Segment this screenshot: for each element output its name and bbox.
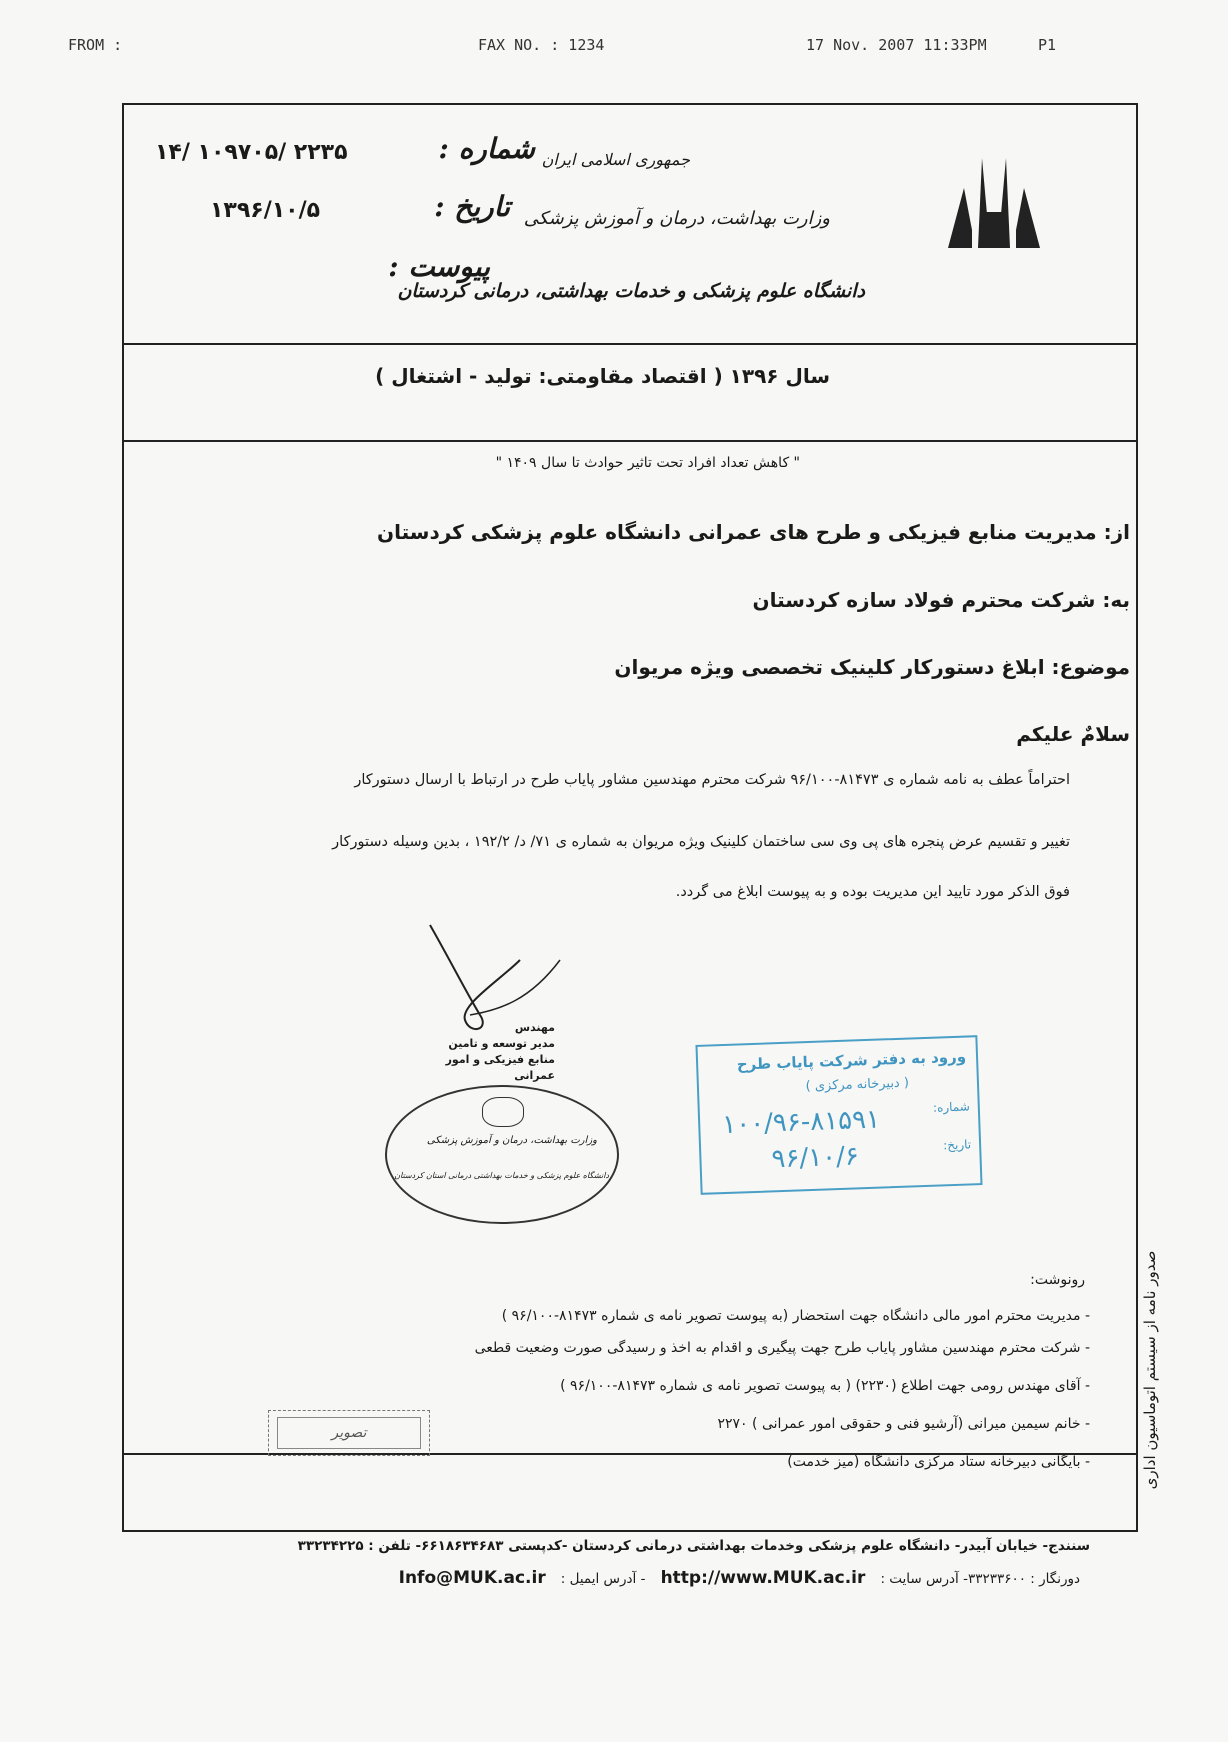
letter-greeting: سلامٌ علیکم <box>1016 722 1130 746</box>
letter-attachment-label: پیوست : <box>388 250 490 283</box>
side-note-text: صدور نامه از سیستم اتوماسیون اداری <box>1141 1250 1159 1490</box>
stamp-title: ورود به دفتر شرکت پایاب طرح <box>736 1047 967 1074</box>
side-note <box>1135 1210 1165 1530</box>
divider-top <box>124 343 1136 345</box>
letter-number: ۱۴/ ۱۰۹۷۰۵/ ۲۲۳۵ <box>155 140 348 165</box>
cc-item-2: - شرکت محترم مهندسین مشاور پایاب طرح جهت پیگیری و اقدام به اخذ و رسیدگی صورت وضعیت قطعی <box>474 1340 1090 1356</box>
letterhead-university: دانشگاه علوم پزشکی و خدمات بهداشتی، درمانی کردستان <box>397 280 865 302</box>
copy-stamp <box>268 1410 430 1456</box>
copy-stamp-text: تصویر <box>277 1417 421 1449</box>
year-slogan: سال ۱۳۹۶ ( اقتصاد مقاومتی: تولید - اشتغال ) <box>375 364 830 388</box>
signature-block <box>405 1020 555 1084</box>
footer-email-label: - آدرس ایمیل : <box>560 1571 646 1587</box>
divider-slogan <box>124 440 1136 442</box>
stamp-date-label: تاریخ: <box>942 1137 972 1153</box>
letterhead-ministry: وزارت بهداشت، درمان و آموزش پزشکی <box>523 208 830 229</box>
footer-website[interactable]: http://www.MUK.ac.ir <box>660 1568 866 1588</box>
seal-emblem-icon <box>482 1097 524 1127</box>
letterhead-republic: جمهوری اسلامی ایران <box>541 150 690 169</box>
letter-to: به: شرکت محترم فولاد سازه کردستان <box>752 588 1130 612</box>
sub-slogan: " کاهش تعداد افراد تحت تاثیر حوادث تا سال ۱۴۰۹ " <box>495 455 800 471</box>
letter-body-line-2: تغییر و تقسیم عرض پنجره های پی وی سی ساختمان کلینیک ویژه مریوان به شماره ی ۷۱/ د/ ۱۹۲/۲ ، بدین وسیله دستورکار <box>332 834 1070 850</box>
seal-line-1: وزارت بهداشت، درمان و آموزش پزشکی <box>426 1135 597 1146</box>
cc-item-5: - بایگانی دبیرخانه ستاد مرکزی دانشگاه (میز خدمت) <box>787 1454 1090 1470</box>
stamp-subtitle: ( دبیرخانه مرکزی ) <box>805 1075 910 1095</box>
stamp-number-value: ۱۰۰/۹۶-۸۱۵۹۱ <box>721 1104 881 1141</box>
signature-line-2: مدیر توسعه و تامین <box>448 1037 555 1050</box>
letter-date: ۱۳۹۶/۱۰/۵ <box>210 198 321 223</box>
letter-date-label: تاریخ : <box>434 190 510 223</box>
letter-from: از: مدیریت منابع فیزیکی و طرح های عمرانی دانشگاه علوم پزشکی کردستان <box>377 520 1130 544</box>
signature-line-3: منابع فیزیکی و امور عمرانی <box>445 1053 555 1082</box>
footer-contact-row <box>200 1568 1080 1594</box>
cc-title: رونوشت: <box>1030 1272 1085 1288</box>
letter-body-line-3: فوق الذکر مورد تایید این مدیریت بوده و به پیوست ابلاغ می گردد. <box>675 884 1070 900</box>
footer-email[interactable]: Info@MUK.ac.ir <box>398 1568 546 1588</box>
seal-line-2: دانشگاه علوم پزشکی و خدمات بهداشتی درمانی استان کردستان <box>394 1171 609 1180</box>
letter-subject: موضوع: ابلاغ دستورکار کلینیک تخصصی ویژه مریوان <box>614 655 1130 679</box>
fax-page: P1 <box>1038 36 1057 54</box>
fax-datetime: 17 Nov. 2007 11:33PM <box>806 36 987 54</box>
received-stamp <box>695 1035 982 1195</box>
stamp-date-value: ۹۶/۱۰/۶ <box>770 1141 860 1175</box>
official-seal <box>385 1085 619 1224</box>
footer-address: سنندج- خیابان آبیدر- دانشگاه علوم پزشکی وخدمات بهداشتی درمانی کردستان -کدپستی ۶۶۱۸۶۳۴۶۸۳- تلفن : ۳۳۲۳۴۲۲۵ <box>297 1538 1090 1554</box>
footer-fax: دورنگار : ۳۳۲۳۳۶۰۰- آدرس سایت : <box>880 1571 1080 1587</box>
university-logo-icon <box>942 150 1046 254</box>
cc-item-3: - آقای مهندس رومی جهت اطلاع (۲۲۳۰) ( به پیوست تصویر نامه ی شماره ۸۱۴۷۳-۹۶/۱۰۰ ) <box>560 1378 1090 1394</box>
university-logo <box>942 150 1046 254</box>
cc-item-4: - خانم سیمین میرانی (آرشیو فنی و حقوقی امور عمرانی ) ۲۲۷۰ <box>717 1416 1090 1432</box>
letter-body-line-1: احتراماً عطف به نامه شماره ی ۸۱۴۷۳-۹۶/۱۰۰ شرکت محترم مهندسین مشاور پایاب طرح در ارتباط با ارسال دستورکار <box>354 772 1070 788</box>
fax-number: FAX NO. : 1234 <box>478 36 605 54</box>
cc-item-1: - مدیریت محترم امور مالی دانشگاه جهت استحضار (به پیوست تصویر نامه ی شماره ۸۱۴۷۳-۹۶/۱۰۰ ) <box>501 1308 1090 1324</box>
stamp-number-label: شماره: <box>932 1099 971 1115</box>
fax-from: FROM : <box>68 36 123 54</box>
signature-line-1: مهندس <box>514 1021 555 1034</box>
letter-number-label: شماره : <box>438 132 535 165</box>
